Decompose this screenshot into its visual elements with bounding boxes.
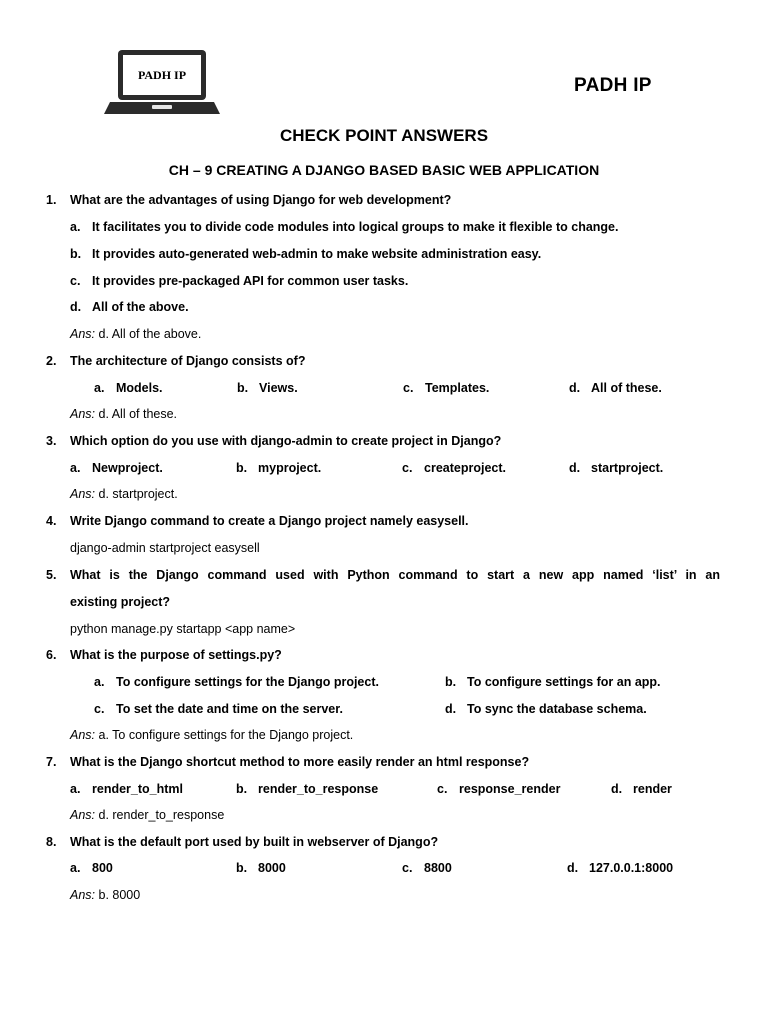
option-text: render_to_html [92,782,183,796]
answer-text: b. 8000 [98,888,141,902]
option-text: response_render [459,782,561,796]
answer-prefix: Ans: [70,808,96,822]
option [236,861,286,875]
option-letter: c. [402,861,413,875]
question-number: 6. [46,648,57,662]
option-text: To sync the database schema. [467,702,647,716]
question-text: Write Django command to create a Django project namely easysell. [70,514,469,528]
option-letter: a. [70,220,81,234]
option [70,782,183,796]
question-text-continued: existing project? [70,595,171,609]
response-text: django-admin startproject easysell [70,541,260,555]
question-text: What is the default port used by built in webserver of Django? [70,835,439,849]
option [236,782,378,796]
question-text: Which option do you use with django-admin to create project in Django? [70,434,502,448]
question-number: 3. [46,434,57,448]
option [569,381,662,395]
brand-name: PADH IP [574,75,652,96]
logo-text: PADH IP [137,68,187,82]
page-title: CHECK POINT ANSWERS [279,126,489,145]
laptop-logo-icon [104,48,220,116]
question-number: 4. [46,514,57,528]
option [445,702,647,716]
option-text: To configure settings for the Django project. [116,675,379,689]
option [94,381,163,395]
option [567,861,673,875]
option [70,300,189,314]
option-letter: c. [70,274,81,288]
option-letter: d. [611,782,623,796]
option-text: It provides pre-packaged API for common user tasks. [92,274,409,288]
option-text: Views. [259,381,298,395]
option-text: 8000 [258,861,286,875]
option-text: 800 [92,861,113,875]
question-number: 5. [46,568,57,582]
option [403,381,489,395]
answer-line [70,888,140,902]
option-letter: d. [567,861,579,875]
option-letter: a. [70,782,81,796]
answer-text: d. All of these. [98,407,178,421]
answer-line [70,808,224,822]
answer-prefix: Ans: [70,888,96,902]
answer-line [70,327,201,341]
option [70,861,113,875]
chapter-title: CH – 9 CREATING A DJANGO BASED BASIC WEB APPLICATION [168,162,600,178]
option [70,274,408,288]
option-letter: a. [70,461,81,475]
option [402,461,506,475]
answer-prefix: Ans: [70,728,96,742]
option-text: It provides auto-generated web-admin to make website administration easy. [92,247,542,261]
option [70,220,618,234]
option-text: startproject. [591,461,664,475]
option-text: Newproject. [92,461,163,475]
option-text: It facilitates you to divide code modules into logical groups to make it flexible to change. [92,220,619,234]
option-text: myproject. [258,461,322,475]
option-text: render [633,782,672,796]
option-letter: c. [403,381,414,395]
answer-text: d. All of the above. [98,327,202,341]
option-letter: b. [236,461,248,475]
question-number: 2. [46,354,57,368]
option-text: 8800 [424,861,452,875]
option [236,461,321,475]
option [569,461,663,475]
answer-text: a. To configure settings for the Django project. [98,728,354,742]
option [402,861,452,875]
question-text: What is the purpose of settings.py? [70,648,282,662]
answer-text: d. render_to_response [98,808,225,822]
option [445,675,661,689]
option-letter: b. [236,861,248,875]
question-number: 7. [46,755,57,769]
option-letter: a. [70,861,81,875]
option [70,461,163,475]
question-number: 1. [46,193,57,207]
option-letter: c. [94,702,105,716]
option-letter: c. [402,461,413,475]
option-letter: c. [437,782,448,796]
option-letter: b. [445,675,457,689]
option-text: Templates. [425,381,490,395]
option-text: 127.0.0.1:8000 [589,861,674,875]
option-letter: d. [569,461,581,475]
question-number: 8. [46,835,57,849]
option-letter: a. [94,381,105,395]
question-text: What are the advantages of using Django for web development? [70,193,452,207]
option-letter: b. [70,247,82,261]
option-text: Models. [116,381,163,395]
option-text: All of the above. [92,300,189,314]
question-text: What is the Django shortcut method to more easily render an html response? [70,755,530,769]
option-letter: d. [445,702,457,716]
option [237,381,298,395]
answer-text: d. startproject. [98,487,178,501]
option-letter: a. [94,675,105,689]
option [94,702,343,716]
answer-prefix: Ans: [70,407,96,421]
answer-line [70,728,353,742]
option-text: To set the date and time on the server. [116,702,343,716]
option-letter: b. [237,381,249,395]
option [437,782,560,796]
option-text: createproject. [424,461,506,475]
option [611,782,672,796]
option-text: To configure settings for an app. [467,675,661,689]
question-text: The architecture of Django consists of? [70,354,306,368]
option-letter: b. [236,782,248,796]
option-text: render_to_response [258,782,379,796]
answer-line [70,407,177,421]
question-text: What is the Django command used with Python command to start a new app named ‘list’ in an [70,568,720,582]
option-letter: d. [569,381,581,395]
answer-prefix: Ans: [70,327,96,341]
option-text: All of these. [591,381,662,395]
option-letter: d. [70,300,82,314]
response-text: python manage.py startapp <app name> [70,622,296,636]
option [94,675,379,689]
answer-prefix: Ans: [70,487,96,501]
option [70,247,541,261]
answer-line [70,487,178,501]
